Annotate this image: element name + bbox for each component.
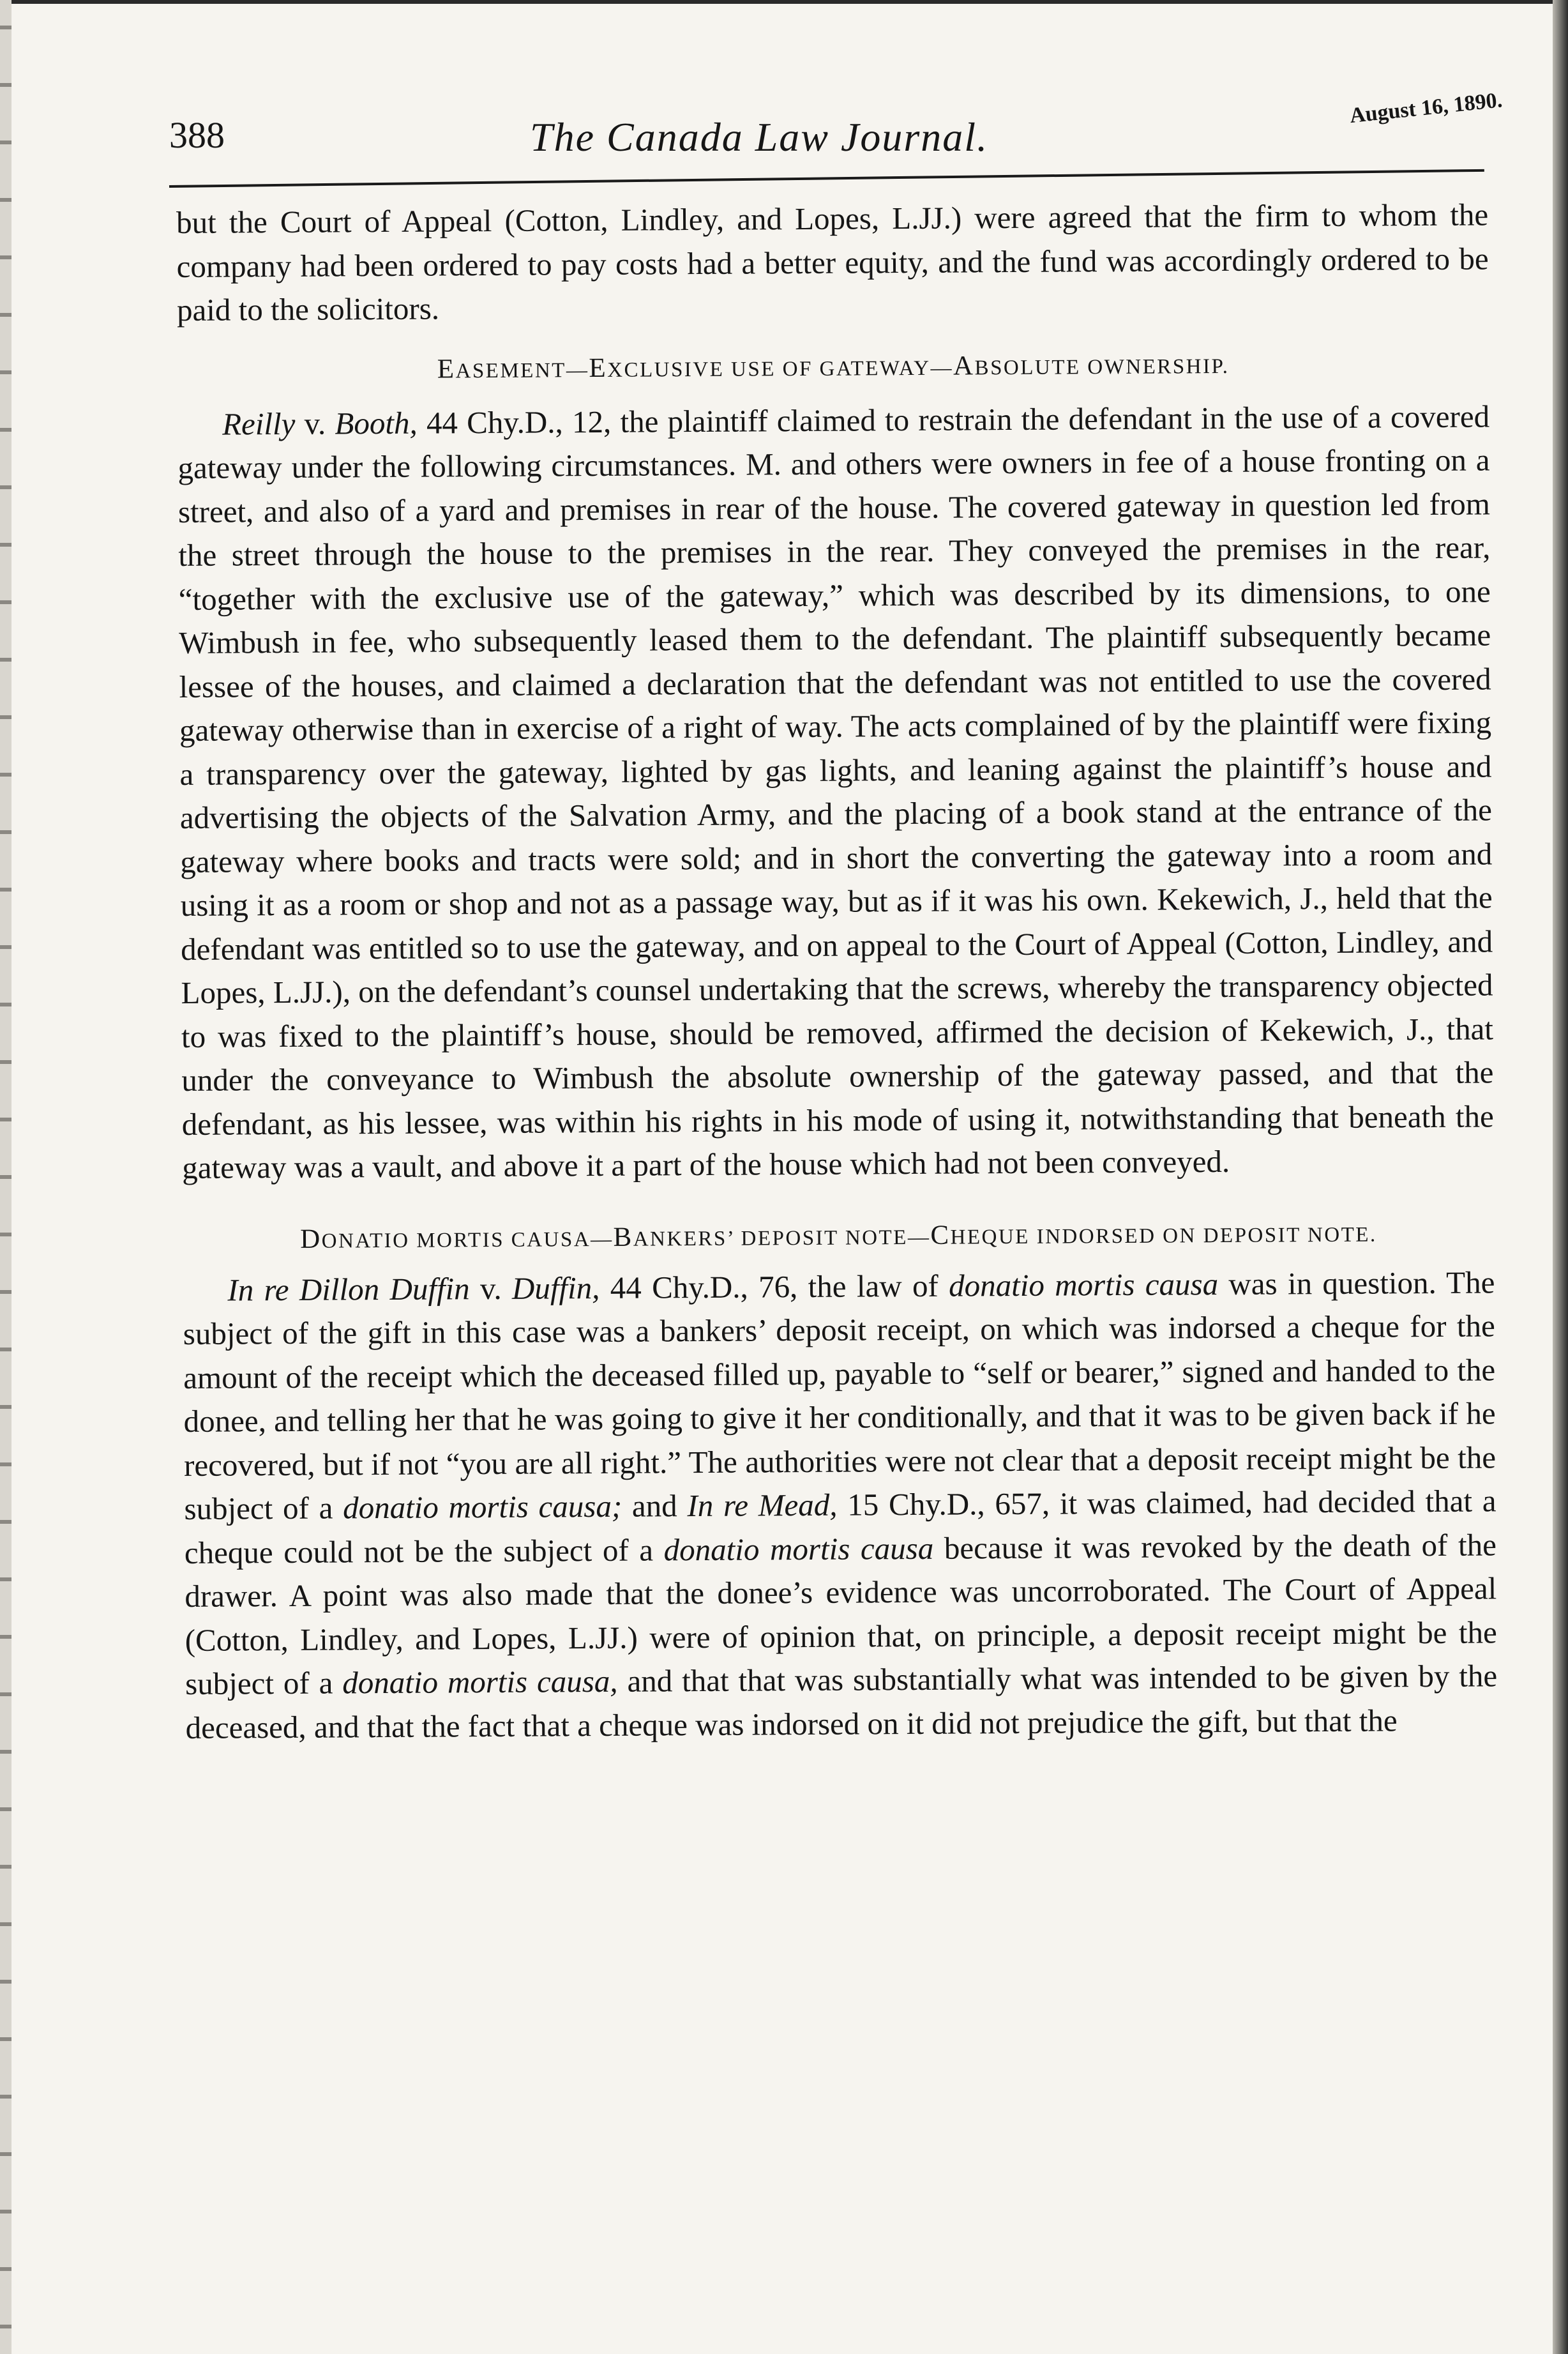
case-name: In re Dillon Duffin xyxy=(227,1270,470,1308)
latin-term: donatio mortis causa xyxy=(948,1266,1219,1303)
journal-title: The Canada Law Journal. xyxy=(530,114,989,160)
heading-cap: E xyxy=(437,353,456,384)
paragraph-text: was in question. The subject of the gift in this case was a bankers’ deposit receipt, on which was indorsed a cheque for the amount of the receipt which the deceased filled up, payable to “self or bearer,” signed and handed to the donee, and telling her that he was going to give it her conditionally, and that it was to be given back if he recovered, but if not “you are all right.” The authorities were not clear that a deposit receipt might be the subject of a xyxy=(183,1264,1496,1526)
heading-text: ASEMENT xyxy=(455,358,567,383)
paragraph-text: 44 Chy.D., 12, the plaintiff claimed to restrain the defendant in the use of a covered gateway under the following circumstances. M. and others were owners in fee of a house fronting on a street, and also of a yard and premises in rear of the house. The covered gateway in question led from the street through the house to the premises in the rear. They conveyed the premises in the rear, “together with the exclusive use of the gateway,” which was described by its dimensions, to one Wimbush in fee, who subsequently leased them to the defendant. The plaintiff subsequently became lessee of the houses, and claimed a declaration that the defendant was not entitled to use the covered gateway otherwise than in exercise of a right of way. The acts complained of by the plaintiff were fixing a transparency over the gateway, lighted by gas lights, and leaning against the plaintiff’s house and advertising the objects of the Salvation Army, and the placing of a book stand at the entrance of the gateway where books and tracts were sold; and in short the converting the gateway into a room and using it as a room or shop and not as a passage way, but as if it was his own. Kekewich, J., held that the defendant was entitled so to use the gateway, and on appeal to the Court of Appeal (Cotton, Lindley, and Lopes, L.JJ.), on the defendant’s counsel undertaking that the screws, whereby the transparency objected to was fixed to the plaintiff’s house, should be removed, affirmed the decision of Kekewich, J., that under the conveyance to Wimbush the absolute ownership of the gateway passed, and that the defendant, as his lessee, was within his rights in his mode of using it, notwithstanding that beneath the gateway was a vault, and above it a part of the house which had not been conveyed. xyxy=(177,398,1494,1185)
heading-text: XCLUSIVE USE OF GATEWAY xyxy=(607,356,931,382)
paragraph-text: and xyxy=(622,1488,688,1524)
heading-text: ANKERS’ DEPOSIT NOTE xyxy=(633,1226,908,1251)
issue-date: August 16, 1890. xyxy=(1348,88,1504,128)
donatio-paragraph xyxy=(183,1261,1498,1750)
case-versus: v. xyxy=(295,405,335,441)
intro-line: and the fund was accordingly ordered to be paid to the solicitors. xyxy=(176,240,1489,328)
heading-cap: C xyxy=(930,1220,951,1250)
case-versus: v. xyxy=(469,1270,513,1306)
heading-text: HEQUE INDORSED ON DEPOSIT NOTE. xyxy=(950,1223,1377,1249)
scan-edge-right xyxy=(1553,0,1568,2354)
heading-cap: A xyxy=(953,350,975,381)
latin-term: donatio mortis causa, xyxy=(342,1663,618,1701)
page-number: 388 xyxy=(169,114,225,156)
scan-edge-left xyxy=(0,0,11,2354)
heading-cap: E xyxy=(589,353,608,383)
article-body xyxy=(176,193,1498,1750)
heading-text: BSOLUTE OWNERSHIP. xyxy=(974,354,1230,379)
paragraph-text: 15 Chy.D., 657, it was claimed, had decided that a cheque could not be the subject of a xyxy=(184,1483,1496,1570)
scan-edge-top xyxy=(0,0,1568,4)
intro-paragraph xyxy=(176,193,1489,332)
case-name: Reilly xyxy=(222,406,296,442)
paragraph-text: because it was revoked by the death of the drawer. A point was also made that the donee’s evidence was uncorroborated. The Court of Appeal (Cotton, Lindley, and Lopes, L.JJ.) were of opinion that, on principle, a deposit receipt might be the subject of a xyxy=(185,1526,1497,1701)
latin-term: donatio mortis causa; xyxy=(342,1488,622,1526)
heading-dash: — xyxy=(930,356,954,380)
heading-text: ONATIO MORTIS CAUSA xyxy=(321,1227,591,1253)
section-heading-donatio xyxy=(183,1219,1495,1255)
intro-line: the firm to whom the company had been ordered to pay costs had a better equity, xyxy=(176,197,1489,284)
heading-dash: — xyxy=(590,1227,614,1251)
easement-paragraph xyxy=(177,395,1494,1190)
page-header xyxy=(169,88,1504,171)
heading-cap: D xyxy=(299,1224,322,1254)
case-name: Booth, xyxy=(335,405,418,441)
intro-line: but the Court of Appeal (Cotton, Lindley, and Lopes, L.JJ.) were agreed that xyxy=(176,199,1191,240)
section-heading-easement xyxy=(177,350,1489,386)
heading-dash: — xyxy=(566,358,589,382)
paragraph-text: 44 Chy.D., 76, the law of xyxy=(599,1268,949,1305)
case-name: In re Mead, xyxy=(687,1487,838,1524)
header-rule xyxy=(169,169,1484,188)
heading-dash: — xyxy=(907,1226,931,1249)
paragraph-text: and that that was substantially what was intended to be given by the deceased, and that the fact that a cheque was indorsed on it did not prejudice the gift, but that the xyxy=(185,1658,1498,1745)
heading-cap: B xyxy=(613,1222,633,1252)
case-name: Duffin, xyxy=(511,1270,600,1306)
latin-term: donatio mortis causa xyxy=(663,1530,934,1567)
